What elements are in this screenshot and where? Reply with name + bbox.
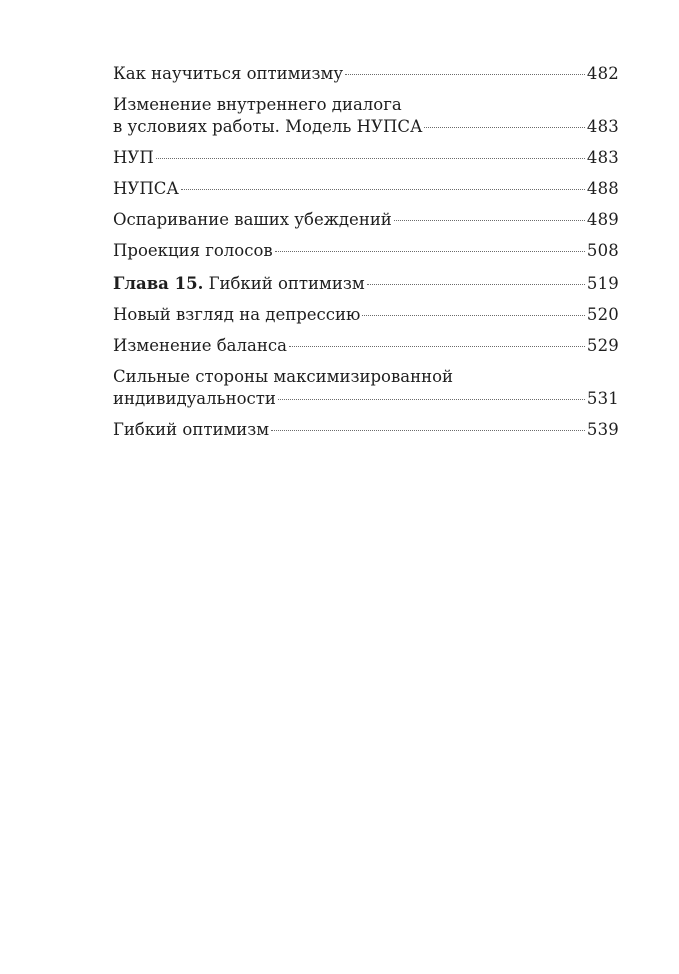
- toc-chapter-title: [113, 273, 365, 295]
- toc-entry: [113, 178, 619, 200]
- toc-entry-title: НУП: [113, 148, 154, 167]
- toc-entry-title: Оспаривание ваших убеждений: [113, 210, 392, 229]
- toc-entry: [113, 209, 619, 231]
- toc-entry-title: Проекция голосов: [113, 241, 273, 260]
- toc-page-number: 539: [586, 420, 619, 439]
- table-of-contents: [113, 63, 619, 450]
- dot-leader: [345, 74, 585, 75]
- toc-entry-title-line1: Сильные стороны максимизированной: [113, 367, 453, 386]
- toc-page-number: 520: [586, 305, 619, 324]
- toc-entry: [113, 63, 619, 85]
- toc-entry-title: Новый взгляд на депрессию: [113, 305, 361, 324]
- dot-leader: [278, 399, 585, 400]
- dot-leader: [275, 251, 585, 252]
- toc-entry: [113, 335, 619, 357]
- toc-entry-title: в условиях работы. Модель НУПСА: [113, 117, 423, 136]
- dot-leader: [271, 430, 585, 431]
- toc-entry-title: НУПСА: [113, 179, 179, 198]
- toc-page-number: 519: [586, 274, 619, 293]
- toc-page-number: 529: [586, 336, 619, 355]
- toc-entry-title: Изменение баланса: [113, 336, 287, 355]
- dot-leader: [156, 158, 585, 159]
- toc-entry: [113, 366, 619, 410]
- toc-entry-title: индивидуальности: [113, 389, 276, 408]
- toc-entry: [113, 240, 619, 262]
- toc-page-number: 483: [586, 148, 619, 167]
- toc-entry-title: Как научиться оптимизму: [113, 64, 344, 83]
- chapter-number: Глава 15.: [113, 274, 204, 293]
- toc-entry: [113, 94, 619, 138]
- dot-leader: [289, 346, 585, 347]
- toc-page-number: 489: [586, 210, 619, 229]
- toc-entry-title: Гибкий оптимизм: [113, 420, 270, 439]
- toc-chapter-entry: [113, 273, 619, 295]
- toc-page-number: 531: [586, 389, 619, 408]
- dot-leader: [362, 315, 585, 316]
- toc-entry-title: Гибкий оптимизм: [208, 274, 365, 293]
- toc-entry: [113, 147, 619, 169]
- toc-entry: [113, 419, 619, 441]
- toc-entry: [113, 304, 619, 326]
- toc-page-number: 508: [586, 241, 619, 260]
- toc-entry-title-line1: Изменение внутреннего диалога: [113, 95, 402, 114]
- dot-leader: [394, 220, 585, 221]
- toc-page-number: 482: [586, 64, 619, 83]
- dot-leader: [424, 127, 584, 128]
- toc-page-number: 488: [586, 179, 619, 198]
- toc-page-number: 483: [586, 117, 619, 136]
- dot-leader: [181, 189, 585, 190]
- dot-leader: [367, 284, 585, 285]
